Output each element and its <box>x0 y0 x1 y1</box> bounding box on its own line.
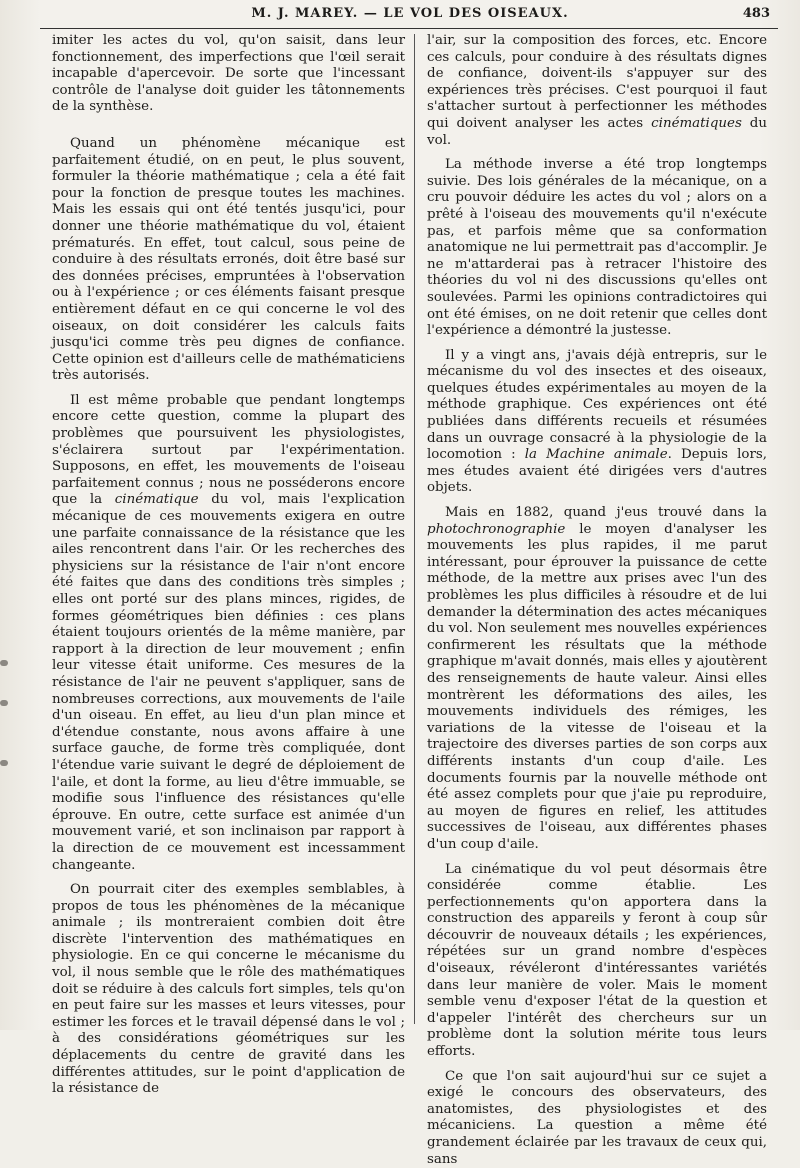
binding-mark <box>0 660 8 666</box>
text-run: le moyen d'analyser les mouvements les plus rapides, il me parut intéressant, pour éprouver la puissance de cette méthode, de la mettre aux prises avec l'un des problèmes les plus difficiles à résoudre et de lui demander la détermination des actes mécaniques du vol. Non seulement mes nouvelles expériences confirmerent les résultats que la méthode graphique m'avait donnés, mais elles y ajoutèrent des renseignements de haute valeur. Ainsi elles montrèrent les déformations des ailes, les mouvements individuels des rémiges, les variations de la vitesse de l'oiseau et la trajectoire des diverses parties de son corps aux différents instants d'un coup d'aile. Les documents fournis par la nouvelle méthode ont été assez complets pour que j'aie pu reproduire, au moyen de figures en relief, les attitudes successives de l'oiseau, aux différentes phases d'un coup d'aile. <box>427 521 767 852</box>
text-run: Quand un phénomène mécanique est parfaitement étudié, on en peut, le plus souvent, formuler la théorie mathématique ; cela a été fait pour la fonction de presque toutes les machines. Mais les essais qui ont été tentés jusqu'ici, pour donner une théorie mathématique du vol, étaient prématurés. En effet, tout calcul, sous peine de conduire à des résultats erronés, doit être basé sur des données précises, empruntées à l'observation ou à l'expérience ; or ces éléments faisant presque entièrement défaut en ce qui concerne le vol des oiseaux, on doit considérer les calculs faits jusqu'ici comme très peu dignes de confiance. Cette opinion est d'ailleurs celle de mathématiciens très autorisés. <box>52 135 405 384</box>
italic-text: la Machine animale <box>524 447 668 463</box>
page-number: 483 <box>742 6 770 21</box>
text-run: La méthode inverse a été trop longtemps suivie. Des lois générales de la mécanique, on a cru pouvoir déduire les actes du vol ; alors on a prêté à l'oiseau des mouvements qu'il n'exécute pas, et parfois même que sa conformation anatomique ne lui permettrait pas d'accomplir. Je ne m'attarderai pas à retracer l'histoire des théories du vol ni des discussions qu'elles ont soulevées. Parmi les opinions contradictoires qui ont été émises, on ne doit retenir que celles dont l'expérience a démontré la justesse. <box>427 157 767 339</box>
text-run: l'air, sur la composition des forces, etc. Encore ces calculs, pour conduire à des résultats dignes de confiance, doivent-ils s'appuyer sur des expériences très précises. C'est pourquoi il faut s'attacher surtout à perfectionner les méthodes qui doivent analyser les actes <box>427 33 767 131</box>
binding-mark <box>0 760 8 766</box>
running-header <box>50 4 770 26</box>
paragraph <box>52 136 405 385</box>
paragraph <box>427 157 767 340</box>
text-run: La cinématique du vol peut désormais être considérée comme établie. Les perfectionnements qu'on apportera dans la construction des appareils y feront à coup sûr découvrir de nouveaux détails ; les expériences, répétées sur un grand nombre d'espèces d'oiseaux, révéleront d'intéressantes variétés dans leur manière de voler. Mais le moment semble venu d'exposer l'état de la question et d'appeler l'intérêt des chercheurs sur un problème dont la solution mérite tous leurs efforts. <box>427 861 767 1060</box>
text-run: On pourrait citer des exemples semblables, à propos de tous les phénomènes de la mécanique animale ; ils montreraient combien doit être discrète l'intervention des mathématiques en physiologie. En ce qui concerne le mécanisme du vol, il nous semble que le rôle des mathématiques doit se réduire à des calculs fort simples, tels qu'on en peut faire sur les masses et leurs vitesses, pour estimer les forces et le travail dépensé dans le vol ; à des considérations géométriques sur les déplacements du centre de gravité dans les différentes attitudes, sur le point d'application de la résistance de <box>52 882 405 1097</box>
text-run: Il y a vingt ans, j'avais déjà entrepris, sur le mécanisme du vol des insectes et des oiseaux, quelques études expérimentales au moyen de la méthode graphique. Ces expériences ont été publiées dans différents recueils et résumées dans un ouvrage consacré à la physiologie de la locomotion : <box>427 347 767 463</box>
paragraph <box>427 505 767 853</box>
text-run: Mais en 1882, quand j'eus trouvé dans la <box>445 505 767 521</box>
paragraph <box>427 33 767 149</box>
right-column <box>427 33 767 1168</box>
paragraph <box>427 348 767 497</box>
paragraph <box>427 862 767 1061</box>
italic-text: photochronographie <box>427 521 566 537</box>
paragraph <box>52 33 405 116</box>
left-column <box>52 33 405 1098</box>
paragraph <box>52 882 405 1098</box>
italic-text: cinématique <box>114 492 199 508</box>
text-run: Il est même probable que pendant longtemps encore cette question, comme la plupart des problèmes que poursuivent les physiologistes, s'éclairera surtout par l'expérimentation. Supposons, en effet, les mouvements de l'oiseau parfaitement connus ; nous ne posséderons encore que la <box>52 392 405 508</box>
paragraph <box>52 393 405 874</box>
binding-mark <box>0 700 8 706</box>
column-divider <box>414 34 415 1024</box>
running-title: M. J. MAREY. — LE VOL DES OISEAUX. <box>251 6 569 21</box>
text-run: du vol. <box>427 115 767 148</box>
text-run: Ce que l'on sait aujourd'hui sur ce sujet a exigé le concours des observateurs, des anatomistes, des physiologistes et des mécaniciens. La question a même été grandement éclairée par les travaux de ceux qui, sans <box>427 1068 767 1167</box>
header-rule <box>40 28 778 29</box>
text-run: du vol, mais l'explication mécanique de ces mouvements exigera en outre une parfaite connaissance de la résistance que les ailes rencontrent dans l'air. Or les recherches des physiciens sur la résistance de l'air n'ont encore été faites que dans des conditions très simples ; elles ont porté sur des plans minces, rigides, de formes géométriques bien définies : ces plans étaient toujours orientés de la même manière, par rapport à la direction de leur mouvement ; enfin leur vitesse était uniforme. Ces mesures de la résistance de l'air ne peuvent s'appliquer, sans de nombreuses corrections, aux mouvements de l'aile d'un oiseau. En effet, au lieu d'un plan mince et d'étendue constante, nous avons affaire à une surface gauche, de forme très compliquée, dont l'étendue varie suivant le degré de déploiement de l'aile, et dont la forme, au lieu d'être immuable, se modifie sous l'influence des résistances qu'elle éprouve. En outre, cette surface est animée d'un mouvement varié, et son inclinaison par rapport à la direction de ce mouvement est incessamment changeante. <box>52 492 405 873</box>
italic-text: cinématiques <box>651 115 742 131</box>
text-run: imiter les actes du vol, qu'on saisit, dans leur fonctionnement, des imperfections que l'œil serait incapable d'apercevoir. De sorte que l'incessant contrôle de l'analyse doit guider les tâtonnements de la synthèse. <box>52 33 405 115</box>
paragraph <box>427 1069 767 1168</box>
text-run: . Depuis lors, mes études avaient été dirigées vers d'autres objets. <box>427 447 767 496</box>
